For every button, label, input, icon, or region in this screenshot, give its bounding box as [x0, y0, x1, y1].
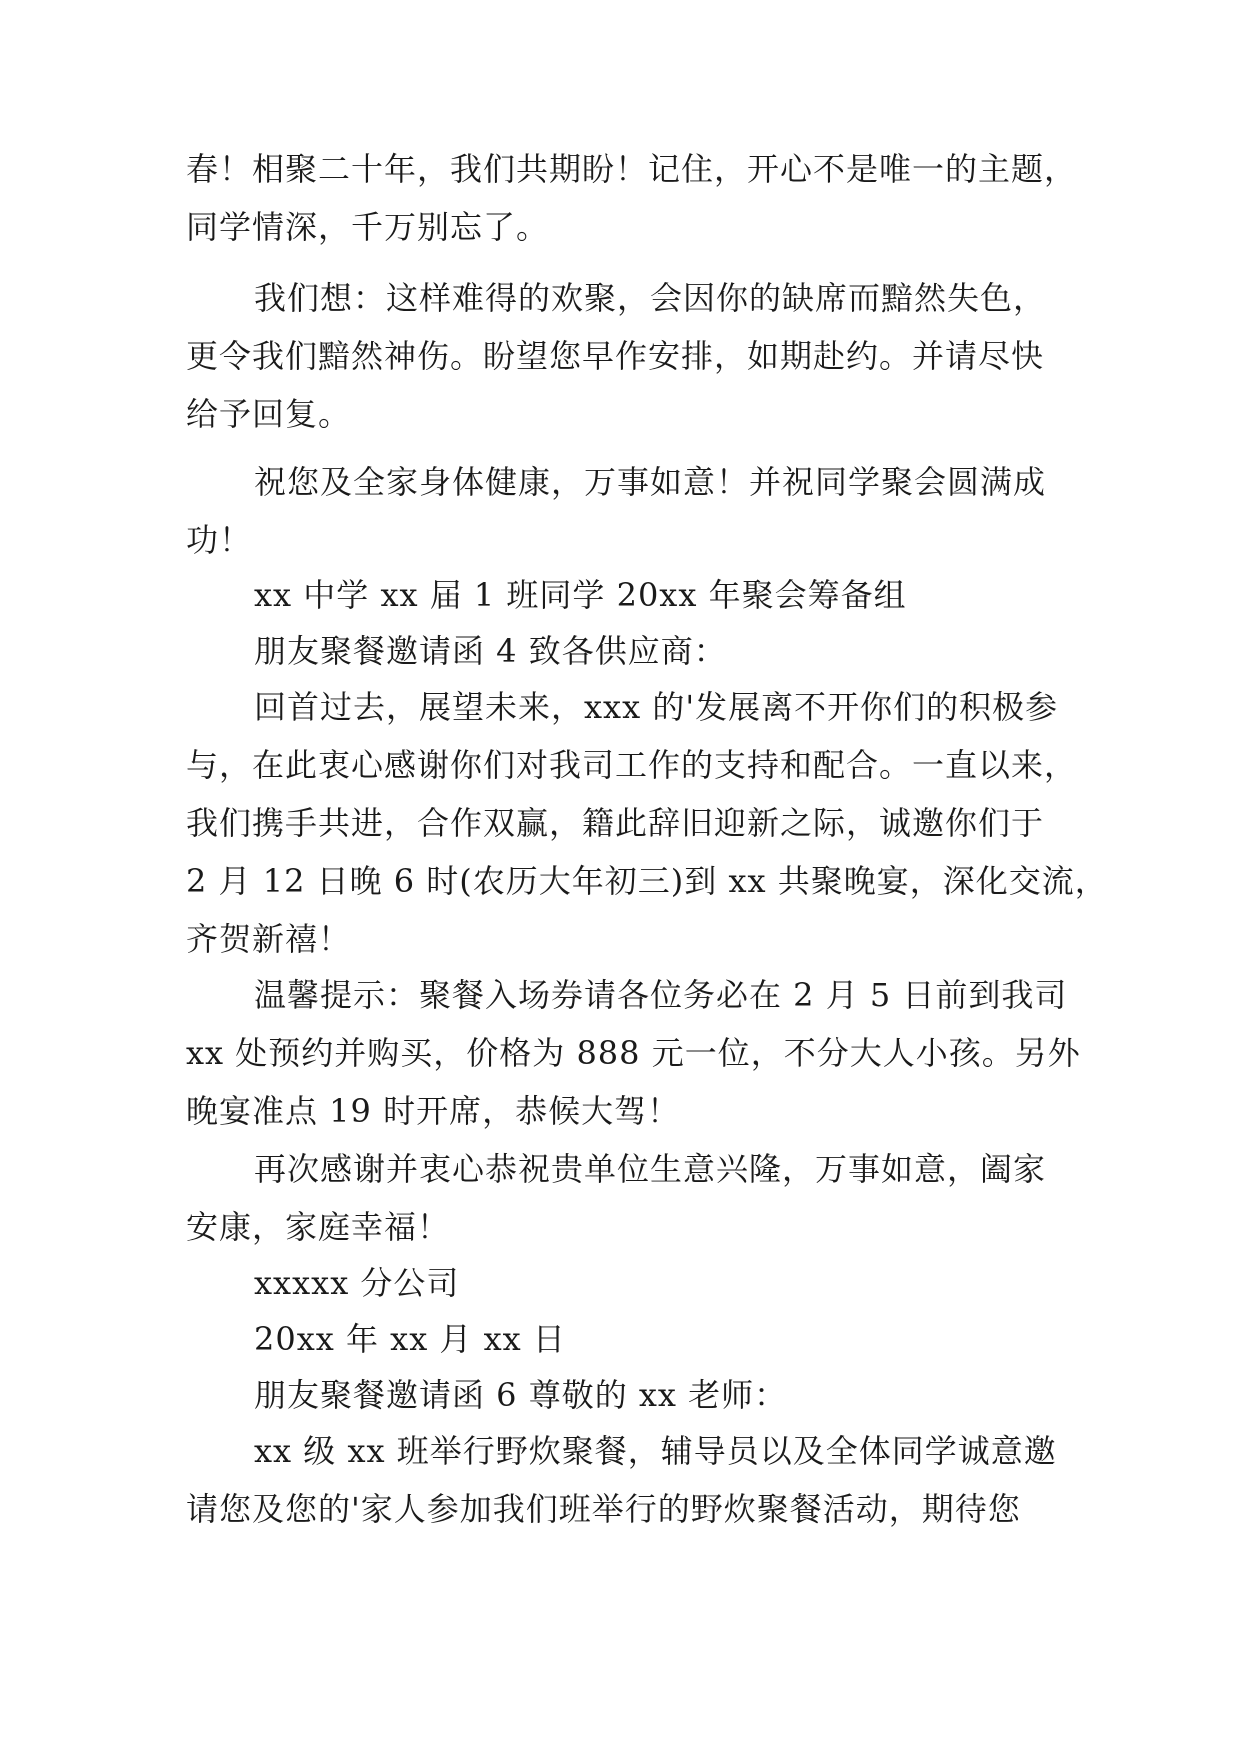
- text-line: 同学情深，千万别忘了。: [186, 208, 550, 246]
- text-line: 给予回复。: [186, 395, 352, 433]
- text-line: xxxxx 分公司: [254, 1264, 460, 1302]
- text-line: 请您及您的'家人参加我们班举行的野炊聚餐活动，期待您: [186, 1490, 1021, 1528]
- text-line: 我们想：这样难得的欢聚，会因你的缺席而黯然失色，: [254, 279, 1047, 317]
- text-line: 温馨提示：聚餐入场券请各位务必在 2 月 5 日前到我司: [254, 976, 1068, 1014]
- text-line: xx 级 xx 班举行野炊聚餐，辅导员以及全体同学诚意邀: [254, 1432, 1057, 1470]
- text-line: 安康，家庭幸福！: [186, 1208, 451, 1246]
- text-line: 朋友聚餐邀请函 4 致各供应商：: [254, 632, 727, 670]
- text-line: 朋友聚餐邀请函 6 尊敬的 xx 老师：: [254, 1376, 788, 1414]
- text-line: 我们携手共进，合作双赢，籍此辞旧迎新之际，诚邀你们于: [186, 804, 1045, 842]
- text-line: 回首过去，展望未来，xxx 的'发展离不开你们的积极参: [254, 688, 1059, 726]
- text-line: 功！: [186, 521, 253, 559]
- text-line: xx 处预约并购买，价格为 888 元一位，不分大人小孩。另外: [186, 1034, 1081, 1072]
- text-line: 晚宴准点 19 时开席，恭候大驾！: [186, 1092, 681, 1130]
- text-line: 20xx 年 xx 月 xx 日: [254, 1320, 566, 1358]
- text-line: 祝您及全家身体健康，万事如意！并祝同学聚会圆满成: [254, 463, 1047, 501]
- text-line: 齐贺新禧！: [186, 920, 352, 958]
- text-line: 再次感谢并衷心恭祝贵单位生意兴隆，万事如意，阖家: [254, 1150, 1047, 1188]
- text-line: 更令我们黯然神伤。盼望您早作安排，如期赴约。并请尽快: [186, 337, 1045, 375]
- text-line: 春！相聚二十年，我们共期盼！记住，开心不是唯一的主题，: [186, 150, 1078, 188]
- text-line: 与，在此衷心感谢你们对我司工作的支持和配合。一直以来，: [186, 746, 1078, 784]
- text-line: 2 月 12 日晚 6 时(农历大年初三)到 xx 共聚晚宴，深化交流，: [186, 862, 1108, 900]
- text-line: xx 中学 xx 届 1 班同学 20xx 年聚会筹备组: [254, 576, 907, 614]
